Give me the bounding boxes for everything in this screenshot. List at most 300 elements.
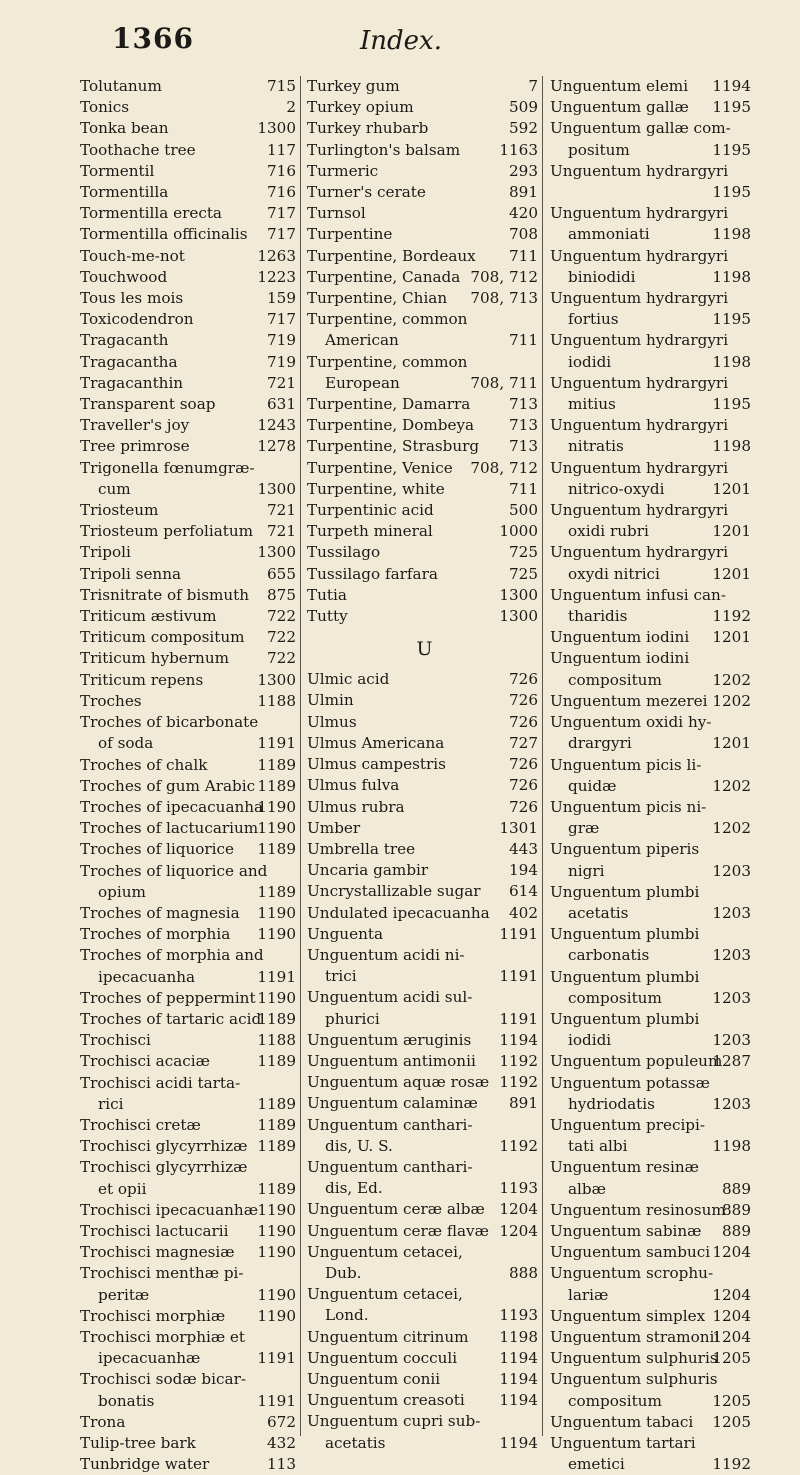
entry-term: Lond.	[325, 1306, 369, 1325]
index-entry	[307, 903, 542, 924]
index-entry	[307, 1390, 542, 1411]
entry-term: Trochisci ipecacuanhæ	[80, 1200, 258, 1219]
entry-term: ammoniati	[568, 225, 650, 244]
entry-term: Trisnitrate of bismuth	[80, 585, 250, 604]
index-entry	[80, 203, 300, 224]
index-entry	[80, 670, 300, 691]
entry-page-ref: 1202	[712, 670, 751, 689]
index-entry	[307, 669, 542, 690]
entry-term: Trochisci cretæ	[80, 1115, 201, 1134]
index-entry	[550, 1115, 755, 1136]
entry-page-ref: 1193	[499, 1179, 538, 1198]
entry-term: Trochisci	[80, 1031, 151, 1050]
entry-term: quidæ	[568, 776, 617, 795]
index-entry	[80, 945, 300, 966]
entry-page-ref: 1190	[257, 988, 296, 1007]
entry-term: Unguentum aquæ rosæ	[307, 1073, 490, 1092]
index-entry	[80, 330, 300, 351]
entry-term: Ulmus rubra	[307, 797, 405, 816]
entry-term: iodidi	[568, 1031, 612, 1050]
entry-page-ref: 717	[267, 204, 296, 223]
index-entry	[80, 1454, 300, 1475]
entry-page-ref: 1204	[499, 1200, 538, 1219]
index-entry	[80, 500, 300, 521]
entry-term: Unguentum simplex	[550, 1306, 706, 1325]
entry-term: græ	[568, 819, 600, 838]
index-entry	[307, 542, 542, 563]
entry-page-ref: 1301	[499, 818, 538, 837]
entry-page-ref: 1204	[712, 1243, 751, 1262]
index-entry	[550, 691, 755, 712]
entry-term: Unguentum stramonii	[550, 1327, 720, 1346]
entry-page-ref: 1191	[257, 1349, 296, 1368]
entry-term: Uncaria gambir	[307, 861, 429, 880]
entry-page-ref: 726	[509, 797, 538, 816]
index-entry	[550, 415, 755, 436]
index-entry	[80, 882, 300, 903]
index-entry	[80, 1094, 300, 1115]
entry-term: Trochisci magnesiæ	[80, 1243, 235, 1262]
entry-term: Unguentum hydrargyri	[550, 246, 729, 265]
entry-term: drargyri	[568, 734, 632, 753]
index-entry	[307, 1178, 542, 1199]
index-entry	[550, 436, 755, 457]
entry-page-ref: 1205	[712, 1412, 751, 1431]
index-entry	[550, 755, 755, 776]
entry-page-ref: 1203	[712, 903, 751, 922]
index-entry	[550, 861, 755, 882]
entry-term: Tonics	[80, 98, 130, 117]
index-entry	[307, 1411, 542, 1432]
index-entry	[550, 118, 755, 139]
index-column-2	[307, 76, 543, 1452]
index-entry	[307, 1263, 542, 1284]
entry-page-ref: 1204	[712, 1285, 751, 1304]
entry-page-ref: 1190	[257, 903, 296, 922]
entry-page-ref: 1198	[712, 437, 751, 456]
entry-term: Unguentum precipi-	[550, 1115, 706, 1134]
entry-page-ref: 1300	[257, 670, 296, 689]
index-entry	[80, 479, 300, 500]
entry-term: Tragacanthin	[80, 373, 184, 392]
entry-page-ref: 1192	[499, 1051, 538, 1070]
entry-term: ipecacuanha	[98, 967, 196, 986]
index-entry	[307, 733, 542, 754]
entry-term: cum	[98, 479, 131, 498]
entry-term: Unguentum plumbi	[550, 1009, 700, 1028]
index-entry	[550, 309, 755, 330]
entry-page-ref: 1198	[712, 352, 751, 371]
entry-term: positum	[568, 140, 630, 159]
index-entry	[307, 1305, 542, 1326]
entry-term: Unguentum hydrargyri	[550, 416, 729, 435]
entry-term: Unguentum cetacei,	[307, 1285, 463, 1304]
index-entry	[550, 1030, 755, 1051]
index-entry	[307, 436, 542, 457]
index-entry	[80, 415, 300, 436]
index-entry	[80, 97, 300, 118]
index-entry	[550, 479, 755, 500]
entry-term: Turpentine	[307, 225, 393, 244]
entry-page-ref: 1203	[712, 1031, 751, 1050]
entry-term: Tormentilla officinalis	[80, 225, 248, 244]
entry-term: Tormentil	[80, 161, 155, 180]
entry-term: Unguentum hydrargyri	[550, 289, 729, 308]
index-entry	[550, 1157, 755, 1178]
index-entry	[307, 606, 542, 627]
entry-term: Troches of chalk	[80, 755, 208, 774]
entry-term: Turkey opium	[307, 98, 414, 117]
index-entry	[550, 1369, 755, 1390]
index-entry	[550, 76, 755, 97]
entry-term: Toothache tree	[80, 140, 196, 159]
entry-page-ref: 1189	[257, 1137, 296, 1156]
entry-term: Unguentum sulphuris	[550, 1370, 718, 1389]
entry-page-ref: 1300	[257, 479, 296, 498]
index-entry	[80, 967, 300, 988]
entry-page-ref: 721	[267, 522, 296, 541]
index-entry	[80, 309, 300, 330]
index-entry	[80, 1327, 300, 1348]
entry-term: Unguentum hydrargyri	[550, 161, 729, 180]
entry-term: acetatis	[325, 1433, 386, 1452]
entry-term: Turpeth mineral	[307, 522, 433, 541]
index-entry	[550, 161, 755, 182]
entry-term: Unguentum canthari-	[307, 1115, 473, 1134]
entry-page-ref: 1198	[712, 267, 751, 286]
index-entry	[550, 606, 755, 627]
entry-term: albæ	[568, 1179, 606, 1198]
index-entry	[80, 373, 300, 394]
entry-term: Trochisci glycyrrhizæ	[80, 1137, 248, 1156]
entry-term: Unguentum tartari	[550, 1434, 696, 1452]
entry-term: Unguentum gallæ	[550, 98, 689, 117]
section-letter	[307, 627, 542, 669]
entry-term: Troches of bicarbonate	[80, 713, 259, 732]
entry-page-ref: 1190	[257, 1306, 296, 1325]
index-entry	[307, 288, 542, 309]
index-entry	[307, 585, 542, 606]
entry-page-ref: 194	[509, 861, 538, 880]
index-entry	[550, 542, 755, 563]
entry-page-ref: 1203	[712, 1094, 751, 1113]
entry-term: Ulmus	[307, 712, 357, 731]
index-column-3	[550, 76, 755, 1474]
index-entry	[307, 521, 542, 542]
index-entry	[307, 1348, 542, 1369]
entry-term: Dub.	[325, 1263, 362, 1282]
entry-page-ref: 1190	[257, 925, 296, 944]
index-entry	[550, 1051, 755, 1072]
index-entry	[307, 458, 542, 479]
entry-term: Unguentum infusi can-	[550, 585, 726, 604]
index-entry	[550, 1348, 755, 1369]
entry-page-ref: 2	[286, 98, 296, 117]
entry-page-ref: 889	[722, 1179, 751, 1198]
entry-page-ref: 722	[267, 649, 296, 668]
entry-term: Unguentum sulphuris	[550, 1349, 718, 1368]
index-entry	[550, 1306, 755, 1327]
index-entry	[307, 839, 542, 860]
entry-term: Triosteum perfoliatum	[80, 522, 254, 541]
entry-term: American	[325, 331, 399, 350]
index-entry	[307, 945, 542, 966]
entry-term: Turpentine, Venice	[307, 458, 453, 477]
entry-page-ref: 722	[267, 628, 296, 647]
index-entry	[307, 1009, 542, 1030]
entry-page-ref: 293	[509, 161, 538, 180]
index-entry	[550, 246, 755, 267]
index-entry	[80, 903, 300, 924]
entry-page-ref: 1205	[712, 1349, 751, 1368]
entry-term: Unguentum potassæ	[550, 1073, 710, 1092]
entry-term: Turlington's balsam	[307, 140, 461, 159]
entry-term: Unguentum acidi ni-	[307, 945, 465, 964]
index-entry	[80, 797, 300, 818]
entry-page-ref: 500	[509, 501, 538, 520]
entry-term: Umber	[307, 818, 361, 837]
index-entry	[307, 775, 542, 796]
entry-term: Toxicodendron	[80, 310, 194, 329]
entry-term: Trochisci morphiæ et	[80, 1327, 246, 1346]
entry-page-ref: 708, 712	[470, 267, 538, 286]
entry-page-ref: 725	[509, 564, 538, 583]
entry-page-ref: 1189	[257, 1115, 296, 1134]
entry-term: phurici	[325, 1009, 380, 1028]
entry-term: Traveller's joy	[80, 416, 190, 435]
entry-page-ref: 672	[267, 1412, 296, 1431]
entry-term: Tulip-tree bark	[80, 1434, 196, 1452]
index-entry	[80, 585, 300, 606]
index-entry	[80, 648, 300, 669]
index-entry	[550, 1009, 755, 1030]
index-entry	[80, 1009, 300, 1030]
entry-page-ref: 711	[509, 246, 538, 265]
entry-page-ref: 1000	[499, 522, 538, 541]
index-entry	[550, 945, 755, 966]
entry-term: Tree primrose	[80, 437, 190, 456]
entry-page-ref: 725	[509, 543, 538, 562]
entry-term: Unguentum cupri sub-	[307, 1412, 481, 1431]
index-entry	[550, 1242, 755, 1263]
index-entry	[550, 140, 755, 161]
index-entry	[307, 1093, 542, 1114]
entry-page-ref: 1188	[257, 691, 296, 710]
entry-page-ref: 889	[722, 1221, 751, 1240]
entry-term: Unguentum populeum	[550, 1052, 723, 1071]
entry-term: Triticum æstivum	[80, 607, 217, 626]
entry-term: tharidis	[568, 607, 628, 626]
index-entry	[550, 924, 755, 945]
entry-term: Trochisci morphiæ	[80, 1306, 226, 1325]
index-entry	[550, 776, 755, 797]
entry-page-ref: 721	[267, 501, 296, 520]
entry-page-ref: 7	[528, 77, 538, 95]
entry-page-ref: 889	[722, 1200, 751, 1219]
index-entry	[80, 140, 300, 161]
entry-page-ref: 1191	[257, 734, 296, 753]
index-entry	[307, 394, 542, 415]
entry-term: Tormentilla erecta	[80, 204, 222, 223]
index-entry	[550, 1412, 755, 1433]
index-entry	[80, 458, 300, 479]
index-entry	[307, 881, 542, 902]
entry-term: opium	[98, 882, 146, 901]
entry-term: Turkey gum	[307, 77, 400, 95]
index-entry	[550, 458, 755, 479]
index-entry	[80, 776, 300, 797]
entry-page-ref: 1204	[712, 1327, 751, 1346]
entry-term: nitratis	[568, 437, 624, 456]
index-entry	[307, 309, 542, 330]
entry-term: Ulmic acid	[307, 670, 390, 689]
entry-term: biniodidi	[568, 267, 636, 286]
entry-term: Trigonella fœnumgræ-	[80, 458, 255, 477]
entry-page-ref: 1190	[257, 1221, 296, 1240]
index-entry	[550, 288, 755, 309]
entry-term: Turpentine, Dombeya	[307, 416, 475, 435]
entry-page-ref: 420	[509, 204, 538, 223]
index-entry	[550, 1327, 755, 1348]
index-entry	[550, 1136, 755, 1157]
index-entry	[80, 1136, 300, 1157]
index-entry	[80, 224, 300, 245]
index-entry	[550, 1433, 755, 1454]
entry-page-ref: 1202	[712, 819, 751, 838]
entry-term: Trochisci acaciæ	[80, 1052, 210, 1071]
index-entry	[307, 246, 542, 267]
index-entry	[550, 182, 755, 203]
entry-term: Turnsol	[307, 204, 366, 223]
entry-term: Touchwood	[80, 267, 168, 286]
index-entry	[307, 1072, 542, 1093]
index-entry	[550, 1221, 755, 1242]
index-entry	[550, 585, 755, 606]
index-entry	[550, 733, 755, 754]
entry-term: Troches of morphia and	[80, 946, 264, 965]
entry-term: Unguentum cocculi	[307, 1348, 458, 1367]
entry-term: dis, Ed.	[325, 1179, 383, 1198]
index-entry	[80, 691, 300, 712]
index-entry	[307, 267, 542, 288]
entry-term: lariæ	[568, 1285, 609, 1304]
entry-page-ref: 708	[509, 225, 538, 244]
entry-page-ref: 1195	[712, 140, 751, 159]
entry-page-ref: 1204	[712, 1306, 751, 1325]
entry-term: Unguentum sambuci	[550, 1243, 711, 1262]
entry-term: Tutty	[307, 607, 348, 626]
index-entry	[550, 203, 755, 224]
entry-page-ref: 1190	[257, 797, 296, 816]
entry-page-ref: 1193	[499, 1306, 538, 1325]
entry-page-ref: 1243	[257, 416, 296, 435]
entry-page-ref: 727	[509, 733, 538, 752]
index-entry	[80, 161, 300, 182]
entry-page-ref: 631	[267, 395, 296, 414]
index-entry	[550, 627, 755, 648]
entry-page-ref: 1201	[712, 479, 751, 498]
entry-page-ref: 1202	[712, 691, 751, 710]
index-entry	[307, 76, 542, 97]
entry-term: Unguentum acidi sul-	[307, 988, 473, 1007]
entry-page-ref: 592	[509, 119, 538, 138]
entry-page-ref: 726	[509, 691, 538, 710]
entry-term: Tussilago farfara	[307, 564, 438, 583]
index-entry	[550, 1263, 755, 1284]
entry-term: Troches of lactucarium	[80, 819, 259, 838]
entry-term: Unguentum conii	[307, 1369, 441, 1388]
index-entry	[80, 1242, 300, 1263]
entry-term: Trona	[80, 1412, 126, 1431]
entry-page-ref: 711	[509, 479, 538, 498]
entry-term: Unguentum iodini	[550, 649, 690, 668]
entry-page-ref: 1195	[712, 183, 751, 202]
index-entry	[80, 1051, 300, 1072]
index-entry	[80, 733, 300, 754]
entry-term: Unguentum citrinum	[307, 1327, 469, 1346]
index-entry	[550, 882, 755, 903]
index-entry	[307, 987, 542, 1008]
entry-page-ref: 1198	[712, 1137, 751, 1156]
entry-term: Tripoli senna	[80, 564, 182, 583]
entry-page-ref: 1189	[257, 1009, 296, 1028]
index-entry	[80, 1073, 300, 1094]
index-entry	[80, 988, 300, 1009]
entry-page-ref: 716	[267, 161, 296, 180]
entry-page-ref: 1192	[712, 607, 751, 626]
entry-term: Troches of liquorice	[80, 840, 234, 859]
index-entry	[80, 542, 300, 563]
index-entry	[80, 1285, 300, 1306]
entry-term: Turner's cerate	[307, 183, 426, 202]
index-entry	[550, 1285, 755, 1306]
entry-term: Unguentum antimonii	[307, 1051, 476, 1070]
entry-page-ref: 443	[509, 839, 538, 858]
index-entry	[550, 1094, 755, 1115]
index-entry	[550, 97, 755, 118]
entry-term: compositum	[568, 988, 662, 1007]
index-entry	[307, 161, 542, 182]
entry-page-ref: 1192	[499, 1136, 538, 1155]
entry-term: Troches of magnesia	[80, 903, 240, 922]
index-entry	[80, 1412, 300, 1433]
entry-page-ref: 1190	[257, 1243, 296, 1262]
index-entry	[307, 330, 542, 351]
index-entry	[307, 966, 542, 987]
index-entry	[80, 1348, 300, 1369]
entry-page-ref: 432	[267, 1434, 296, 1452]
index-entry	[307, 203, 542, 224]
index-entry	[80, 1263, 300, 1284]
entry-term: Unguentum plumbi	[550, 925, 700, 944]
entry-page-ref: 1201	[712, 522, 751, 541]
entry-page-ref: 1202	[712, 776, 751, 795]
index-entry	[307, 118, 542, 139]
entry-term: Umbrella tree	[307, 839, 416, 858]
entry-term: trici	[325, 967, 357, 986]
entry-term: nitrico-oxydi	[568, 479, 665, 498]
entry-term: Tussilago	[307, 543, 381, 562]
entry-page-ref: 1194	[499, 1433, 538, 1452]
entry-page-ref: 1194	[499, 1030, 538, 1049]
entry-page-ref: 159	[267, 289, 296, 308]
entry-page-ref: 1189	[257, 755, 296, 774]
entry-page-ref: 1203	[712, 988, 751, 1007]
index-entry	[307, 1369, 542, 1390]
entry-term: tati albi	[568, 1137, 628, 1156]
entry-term: Unguentum cetacei,	[307, 1242, 463, 1261]
entry-page-ref: 1201	[712, 628, 751, 647]
